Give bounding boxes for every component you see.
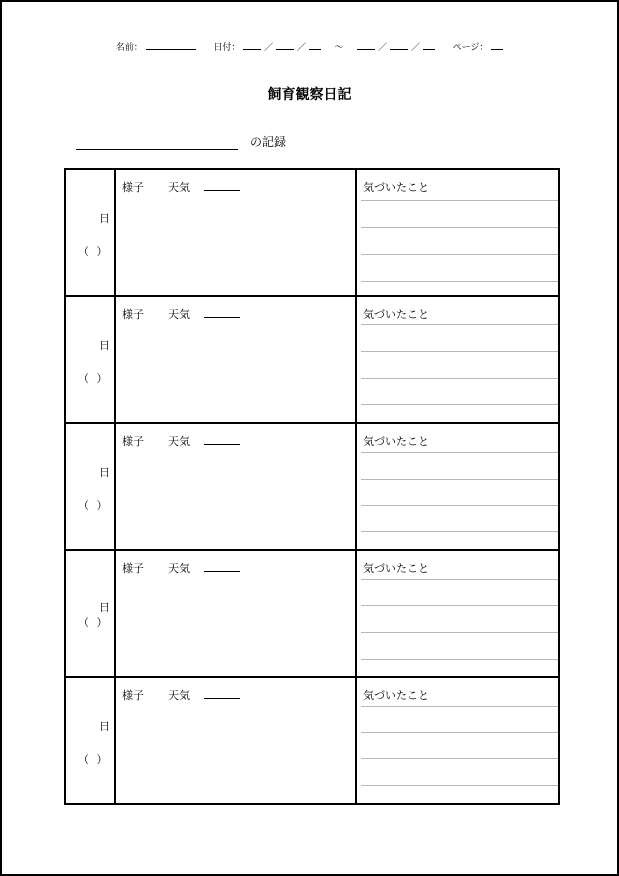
header-fields [2,40,617,53]
page-label: ページ： [452,43,489,53]
date-slash: ／ [410,43,420,53]
weather-field[interactable] [204,434,240,445]
notes-cell[interactable] [357,170,558,295]
observation-cell[interactable] [116,170,357,295]
day-label: 日 [99,720,110,733]
date-from-day-field[interactable] [309,40,321,50]
diary-table [64,168,560,805]
state-label: 様子 [122,562,144,575]
page-title: 飼育観察日記 [267,87,352,103]
day-label: 日 [99,212,110,225]
state-label: 様子 [122,689,144,702]
notes-rule-line [361,605,558,606]
observation-cell[interactable] [116,424,357,549]
state-label: 様子 [122,308,144,321]
weather-field[interactable] [204,307,240,318]
date-label: 日付： [213,43,241,53]
notes-rule-line [361,324,558,325]
weather-field[interactable] [204,688,240,699]
notes-rule-line [361,254,558,255]
date-to-year-field[interactable] [357,40,375,50]
notes-rule-line [361,579,558,580]
record-subject [76,133,286,150]
diary-entry-row [66,551,558,678]
diary-entry-row [66,424,558,551]
notes-cell[interactable] [357,551,558,676]
notes-cell[interactable] [357,297,558,422]
notes-rule-line [361,200,558,201]
date-from-year-field[interactable] [243,40,261,50]
date-slash: ／ [264,43,274,53]
notes-label: 気づいたこと [363,181,429,194]
date-cell[interactable] [66,170,116,295]
notes-rule-line [361,732,558,733]
date-from-month-field[interactable] [276,40,294,50]
weekday-brackets: （ ） [78,372,110,385]
state-label: 様子 [122,435,144,448]
notes-label: 気づいたこと [363,562,429,575]
notes-rule-line [361,659,558,660]
notes-cell[interactable] [357,424,558,549]
record-suffix: の記録 [250,135,287,149]
weather-label: 天気 [168,181,190,194]
state-label: 様子 [122,181,144,194]
date-slash: ／ [378,43,388,53]
weekday-brackets: （ ） [78,499,110,512]
notes-rule-line [361,531,558,532]
notes-rule-line [361,632,558,633]
notes-rule-line [361,378,558,379]
weekday-brackets: （ ） [78,616,110,629]
weather-field[interactable] [204,561,240,572]
diary-entry-row [66,678,558,803]
notes-rule-line [361,758,558,759]
observation-cell[interactable] [116,297,357,422]
observation-cell[interactable] [116,551,357,676]
date-cell[interactable] [66,551,116,676]
name-label: 名前： [115,43,143,53]
notes-rule-line [361,404,558,405]
notes-rule-line [361,785,558,786]
weather-field[interactable] [204,180,240,191]
notes-rule-line [361,281,558,282]
notes-rule-line [361,227,558,228]
page-number-field[interactable] [491,40,503,50]
notes-label: 気づいたこと [363,308,429,321]
notes-rule-line [361,505,558,506]
date-slash: ／ [296,43,306,53]
date-cell[interactable] [66,678,116,803]
weather-label: 天気 [168,689,190,702]
date-range-tilde: ～ [334,43,344,53]
day-label: 日 [99,601,110,614]
notes-rule-line [361,479,558,480]
notes-cell[interactable] [357,678,558,803]
diary-entry-row [66,170,558,297]
date-to-day-field[interactable] [423,40,435,50]
notes-label: 気づいたこと [363,435,429,448]
notes-label: 気づいたこと [363,689,429,702]
notes-rule-line [361,706,558,707]
weekday-brackets: （ ） [78,245,110,258]
date-cell[interactable] [66,297,116,422]
subject-field[interactable] [76,135,238,150]
date-cell[interactable] [66,424,116,549]
weather-label: 天気 [168,562,190,575]
diary-entry-row [66,297,558,424]
weather-label: 天気 [168,308,190,321]
day-label: 日 [99,466,110,479]
weekday-brackets: （ ） [78,753,110,766]
date-to-month-field[interactable] [390,40,408,50]
name-field[interactable] [146,40,196,50]
observation-cell[interactable] [116,678,357,803]
notes-rule-line [361,351,558,352]
notes-rule-line [361,452,558,453]
day-label: 日 [99,339,110,352]
weather-label: 天気 [168,435,190,448]
